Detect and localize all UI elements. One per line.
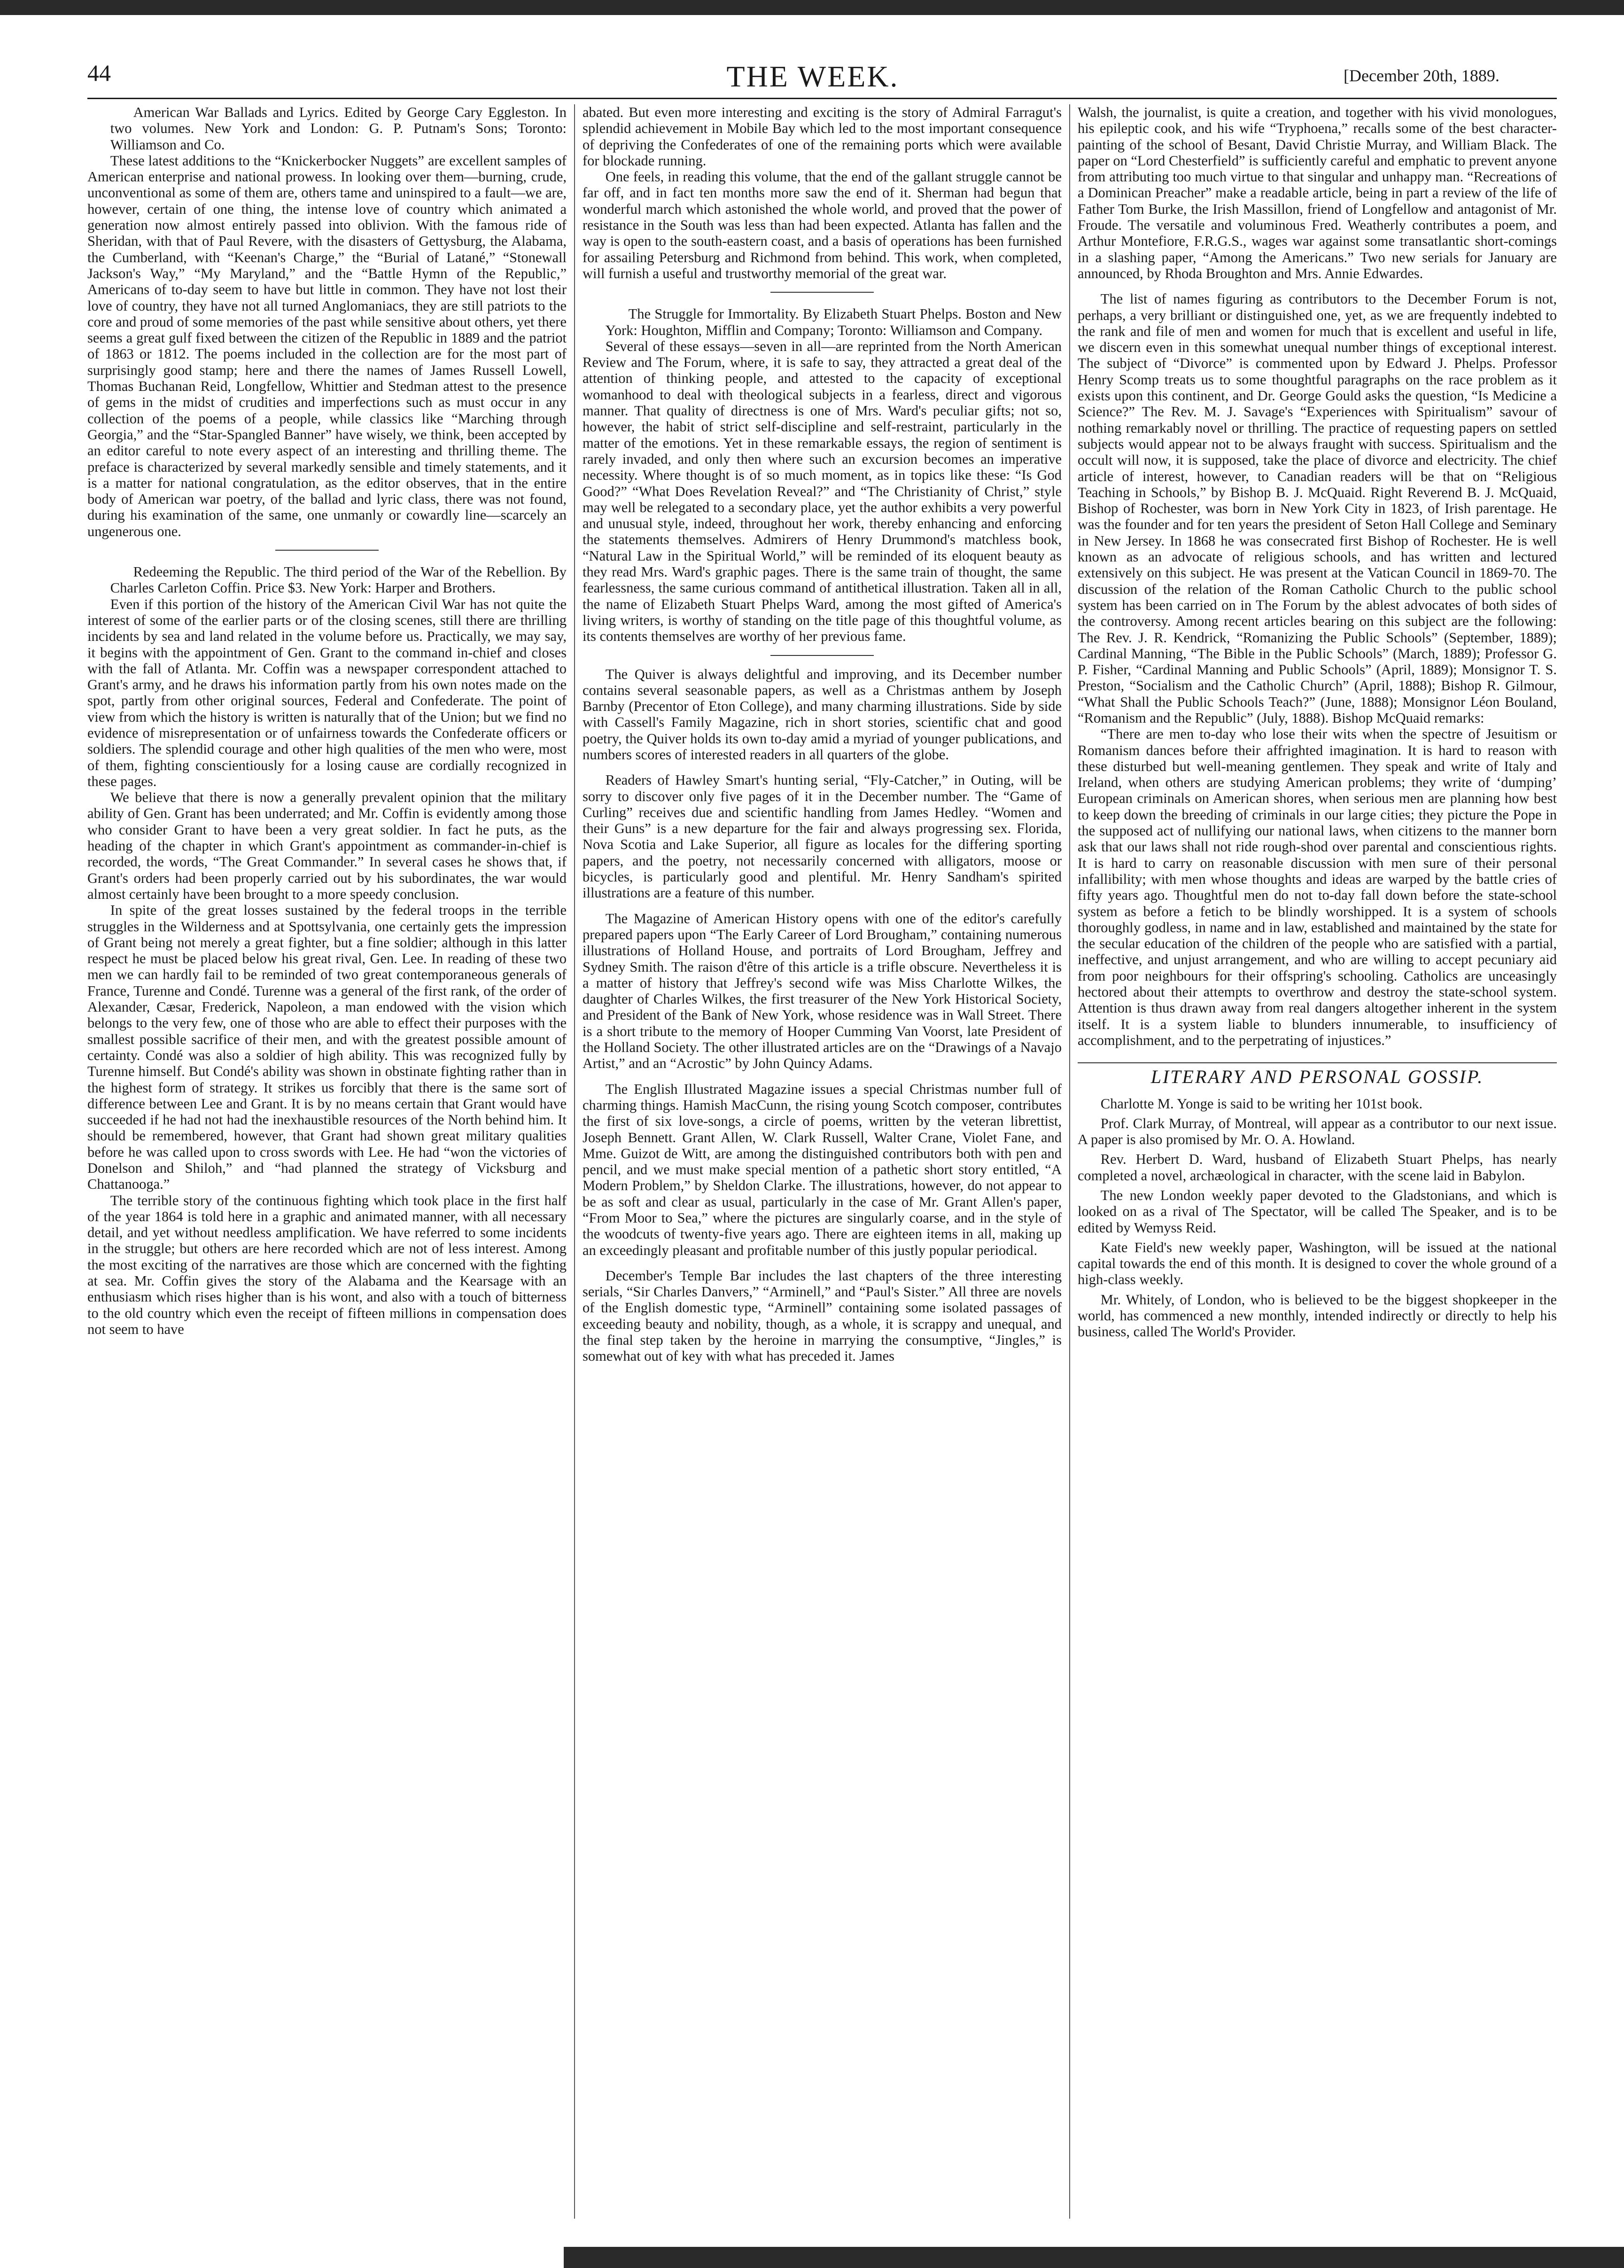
column-divider-2 [1069,104,1070,2219]
column-3 [1078,104,1557,2228]
quotation-mcquaid: “There are men to-day who lose their wits when the spectre of Jesuitism or Romanism dances before their affrighted imagination. It is hard to reason with these disturbed but well-meaning gentlemen. They speak and write of Italy and Ireland, when others are studying American problems; they write of ‘dumping’ European criminals on American shores, when serious men are planning how best to keep down the breeding of criminals in our large cities; they picture the Pope in the supposed act of nullifying our national laws, when citizens to the manner born ask that our laws shall not ride rough-shod over parental and conscientious rights. It is hard to carry on reasonable discussion with men sure of their personal infallibility; with men whose thoughts and ideas are warped by the battle cries of fifty years ago. Thoughtful men do not to-day fall down before the state-school system as before a fetich to be blindly worshipped. It is a system of schools thoroughly godless, in name and in law, established and maintained by the state for the secular education of the children of the people who are satisfied with a partial, ineffective, and unjust arrangement, and who are willing to accept pecuniary aid from poor neighbours for their offspring's schooling. Catholics are unceasingly hectored about their attempts to overthrow and destroy the state-school system. Attention is thus drawn away from real dangers altogether inherent in the system itself. It is a system liable to blunders innumerable, to insufficiency of accomplishment, and to the perpetrating of injustices.” [1078,726,1557,1048]
review-heading: American War Ballads and Lyrics. Edited by George Cary Eggleston. In two volumes. New York and London: G. P. Putnam's Sons; Toronto: Williamson and Co. [110,104,567,153]
gossip-item: Mr. Whitely, of London, who is believed to be the biggest shopkeeper in the world, has commenced a new monthly, intended indirectly or directly to help his business, called The World's Provider. [1078,1291,1557,1340]
continued-paragraph: abated. But even more interesting and exciting is the story of Admiral Farragut's splendid achievement in Mobile Bay which led to the most important consequence of depriving the Confederates of one of the remaining ports which were available for blockade running. [583,104,1062,169]
gossip-item: Rev. Herbert D. Ward, husband of Elizabeth Stuart Phelps, has nearly completed a novel, archæological in character, with the scene laid in Babylon. [1078,1151,1557,1184]
bottom-border [564,2247,1624,2268]
gossip-item: Charlotte M. Yonge is said to be writing her 101st book. [1100,1095,1423,1112]
column-1 [87,104,567,2228]
magazine-note-english-illustrated: The English Illustrated Magazine issues a special Christmas number full of charming things. Hamish MacCunn, the rising young Scotch composer, contributes the first of six love-songs, a circle of poems, written by the veteran librettist, Joseph Bennett. Grant Allen, W. Clark Russell, Walter Crane, Violet Fane, and Mme. Guizot de Witt, are among the distinguished contributors both with pen and pencil, and we must make special mention of a pathetic short story entitled, “A Modern Problem,” by Sheldon Clarke. The illustrations, however, do not appear to be as soft and clear as usual, particularly in the case of Mr. Grant Allen's paper, “From Moor to Sea,” where the pictures are singularly coarse, and in the style of the woodcuts of twenty-five years ago. There are eighteen items in all, making up an exceedingly pleasant and profitable number of this justly popular periodical. [583,1081,1062,1258]
continued-paragraph: Walsh, the journalist, is quite a creation, and together with his vivid monologues, his epileptic cook, and his wife “Tryphoena,” recalls some of the best character-painting of the school of Besant, David Christie Murray, and William Black. The paper on “Lord Chesterfield” is sufficiently careful and emphatic to prevent anyone from attributing too much virtue to that singular and unhappy man. “Recreations of a Dominican Preacher” make a readable article, being in part a review of the life of Father Tom Burke, the Irish Massillon, friend of Longfellow and antagonist of Mr. Froude. The versatile and voluminous Fred. Weatherly contributes a poem, and Arthur Montefiore, F.R.G.S., wages war against some transatlantic short-comings in a slashing paper, “Among the Americans.” Two new serials for January are announced, by Rhoda Broughton and Mrs. Annie Edwardes. [1078,104,1557,281]
section-title-gossip: LITERARY AND PERSONAL GOSSIP. [1078,1062,1557,1085]
review-paragraph: These latest additions to the “Knickerbocker Nuggets” are excellent samples of American enterprise and national prowess. In looking over them—burning, crude, unconventional as some of them are, others tame and uninspired to a fault—we are, however, certain of one thing, the intense love of country which animated a generation now almost entirely passed into oblivion. With the famous ride of Sheridan, with that of Paul Revere, with the disasters of Gettysburg, the Alabama, the Cumberland, with “Keenan's Charge,” the “Burial of Latané,” “Stonewall Jackson's Way,” “My Maryland,” and the “Battle Hymn of the Republic,” Americans of to-day seem to have but little in common. They have not lost their love of country, they have not all turned Anglomaniacs, they are still patriots to the core and proud of some memories of the past while sensitive about others, yet there seems a great gulf fixed between the citizen of the Republic in 1889 and the patriot of 1863 or 1812. The poems included in the collection are for the most part of surprisingly good stamp; here and there the names of James Russell Lowell, Thomas Buchanan Reid, Longfellow, Whittier and Stedman attest to the presence of gems in the midst of crudities and imperfections such as must occur in any collection of the poems of a people, while classics like “Marching through Georgia,” and the “Star-Spangled Banner” have wisely, we think, been accepted by an editor careful to note every aspect of an interesting and thrilling theme. The preface is characterized by several markedly sensible and timely statements, and it is a matter for national congratulation, as the editor observes, that in the entire body of American war poetry, of the ballad and lyric class, there was not found, during his examination of the same, one unmanly or cowardly line—scarcely an ungenerous one. [87,152,567,539]
review-struggle-immortality [583,306,1062,644]
section-divider [275,550,379,551]
magazine-note-outing: Readers of Hawley Smart's hunting serial, “Fly-Catcher,” in Outing, will be sorry to discover only five pages of it in the December number. The “Game of Curling” receives due and scientific handling from James Hedley. “Women and their Guns” is a new departure for the fair and always progressing sex. Florida, Nova Scotia and Lake Superior, all figure as locales for the differing sporting papers, and the poetry, not necessarily concerned with alligators, moose or bicycles, is particularly good and plentiful. Mr. Henry Sandham's spirited illustrations are a feature of this number. [583,772,1062,901]
column-divider-1 [574,104,575,2219]
magazine-note-quiver: The Quiver is always delightful and improving, and its December number contains several seasonable papers, as well as a Christmas anthem by Joseph Barnby (Precentor of Eton College), and many charming illustrations. Side by side with Cassell's Family Magazine, rich in short stories, scientific chat and good poetry, the Quiver holds its own to-day amid a myriad of younger publications, and numbers scores of interested readers in all quarters of the globe. [583,666,1062,763]
review-heading: Redeeming the Republic. The third period of the War of the Rebellion. By Charles Carleton Coffin. Price $3. New York: Harper and Brothers. [110,564,567,596]
section-divider [770,655,874,656]
review-paragraph: One feels, in reading this volume, that the end of the gallant struggle cannot be far off, and in fact ten months more saw the end of it. Sherman had begun that wonderful march which astonished the whole world, and proved that the power of resistance in the South was less than had been expected. Atlanta has fallen and the way is open to the south-eastern coast, and a basis of operations has been furnished for assailing Petersburg and Richmond from behind. This work, when completed, will furnish a useful and trustworthy memorial of the great war. [583,169,1062,281]
gossip-item: Kate Field's new weekly paper, Washington, will be issued at the national capital towards the end of this month. It is designed to cover the whole ground of a high-class weekly. [1078,1239,1557,1288]
magazine-note-american-history: The Magazine of American History opens with one of the editor's carefully prepared papers upon “The Early Career of Lord Brougham,” containing numerous illustrations of Holland House, and portraits of Lord Brougham, Jeffrey and Sydney Smith. The raison d'être of this article is a trifle obscure. Nevertheless it is a matter of history that Jeffrey's second wife was Miss Charlotte Wilkes, the daughter of Charles Wilkes, the first treasurer of the New York Historical Society, and President of the Bank of New York, whose residence was in Wall Street. There is a short tribute to the memory of Hooper Cumming Van Voorst, late President of the Holland Society. The other illustrated articles are on the “Drawings of a Navajo Artist,” and an “Acrostic” by John Quincy Adams. [583,910,1062,1072]
magazine-note-forum: The list of names figuring as contributors to the December Forum is not, perhaps, a very brilliant or distinguished one, yet, as we are frequently indebted to the rank and file of men and women for much that is excellent and useful in life, we discern even in this somewhat unequal number things of exceptional interest. The subject of “Divorce” is commented upon by Edward J. Phelps. Professor Henry Scomp treats us to some thoughtful paragraphs on the race problem as it exists upon this continent, and Dr. George Gould asks the question, “Is Medicine a Science?” The Rev. M. J. Savage's “Experiences with Spiritualism” savour of nothing remarkably novel or thrilling. The practice of requesting papers on settled subjects would appear not to be always fraught with success. Spiritualism and the occult will now, it is supposed, take the place of divorce and electricity. The chief article of interest, however, to Canadian readers will be that on “Religious Teaching in Schools,” by Bishop B. J. McQuaid. Right Reverend B. J. McQuaid, Bishop of Rochester, was born in New York City in 1823, of Irish parentage. He was the founder and for ten years the president of Seton Hall College and Seminary in New Jersey. In 1868 he was consecrated first Bishop of Rochester. He is well known as an advocate of religious schools, and has written and lectured extensively on this subject. He was present at the Vatican Council in 1869-70. The discussion of the relation of the Roman Catholic Church to the public school system has been carried on in The Forum by the ablest advocates of both sides of the controversy. Among recent articles bearing on this subject are the following: The Rev. J. R. Kendrick, “Romanizing the Public Schools” (September, 1889); Cardinal Manning, “The Bible in the Public Schools” (March, 1889); Professor G. P. Fisher, “Cardinal Manning and Public Schools” (April, 1889); Monsignor T. S. Preston, “Socialism and the Catholic Church” (April, 1888); Bishop R. Gilmour, “What Shall the Public Schools Teach?” (June, 1888); Monsignor Léon Bouland, “Romanism and the Republic” (July, 1888). Bishop McQuaid remarks: [1078,291,1557,726]
review-paragraph: The terrible story of the continuous fighting which took place in the first half of the year 1864 is told here in a graphic and animated manner, with all necessary detail, and yet without needless amplification. We have referred to some incidents in the struggle; but others are here recorded which are not of less interest. Among the most exciting of the narratives are those which are concerned with the fighting at sea. Mr. Coffin gives the story of the Alabama and the Kearsage with an enthusiasm which rises higher than is his wont, and also with a touch of bitterness to the old country which even the receipt of fifteen millions in compensation does not seem to have [87,1192,567,1337]
review-paragraph: Several of these essays—seven in all—are reprinted from the North American Review and The Forum, where, it is safe to say, they attracted a great deal of the attention of thinking people, and attested to the capacity of exceptional womanhood to deal with theological subjects in a fearless, direct and vigorous manner. That quality of directness is one of Mrs. Ward's peculiar gifts; not so, however, the habit of strict self-discipline and self-restraint, particularly in the matter of the emotions. Yet in these remarkable essays, the region of sentiment is rarely invaded, and only then where such an excursion becomes an imperative necessity. Where thought is of so much moment, as in topics like these: “Is God Good?” “What Does Revelation Reveal?” and “The Christianity of Christ,” style may well be relegated to a secondary place, yet the author exhibits a very powerful and unusual style, indeed, throughout her work, thereby enhancing and enforcing the statements themselves. Admirers of Henry Drummond's matchless book, “Natural Law in the Spiritual World,” will be reminded of its eloquent beauty as they read Mrs. Ward's graphic pages. There is the same train of thought, the same fearlessness, the same curious command of antithetical illustration. Taken all in all, the name of Elizabeth Stuart Phelps Ward, among the most gifted of America's living writers, is worthy of standing on the title page of this thoughtful volume, as its contents themselves are worthy of her previous fame. [583,338,1062,645]
masthead: THE WEEK. [726,60,899,93]
column-2 [583,104,1062,2228]
review-paragraph: Even if this portion of the history of the American Civil War has not quite the interest of some of the earlier parts or of the closing scenes, still there are thrilling incidents by sea and land related in the volume before us. Practically, we may say, it begins with the appointment of Gen. Grant to the command in-chief and closes with the fall of Atlanta. Mr. Coffin was a newspaper correspondent attached to Grant's army, and he draws his information partly from his own notes made on the spot, partly from other original sources, Federal and Confederate. The point of view from which the history is written is naturally that of the Union; but we find no evidence of misrepresentation or of unfairness towards the Confederate officers or soldiers. The splendid courage and other high qualities of the men who were, most of them, fighting conscientiously for a losing cause are cordially recognized in these pages. [87,596,567,789]
review-paragraph: We believe that there is now a generally prevalent opinion that the military ability of Gen. Grant has been underrated; and Mr. Coffin is evidently among those who consider Grant to have been a very great soldier. In fact he puts, as the heading of the chapter in which Grant's appointment as commander-in-chief is recorded, the words, “The Great Commander.” In several cases he shows that, if Grant's orders had been properly carried out by his subordinates, the war would almost certainly have been brought to a more speedy conclusion. [87,789,567,902]
review-war-ballads [87,104,567,539]
gossip-item: The new London weekly paper devoted to the Gladstonians, and which is looked on as a rival of The Spectator, will be called The Speaker, and is to be edited by Wemyss Reid. [1078,1187,1557,1236]
gossip-item: Prof. Clark Murray, of Montreal, will appear as a contributor to our next issue. A paper is also promised by Mr. O. A. Howland. [1078,1115,1557,1148]
gossip-list [1078,1096,1557,1340]
top-border [0,0,1624,15]
review-redeeming-republic [87,564,567,1337]
header-rule [87,98,1557,99]
magazine-note-temple-bar: December's Temple Bar includes the last chapters of the three interesting serials, “Sir Charles Danvers,” “Arminell,” and “Paul's Sister.” All three are novels of the English domestic type, “Arminell” containing some isolated passages of exceeding beauty and nobility, though, as a whole, it is scrappy and unequal, and the final step taken by the heroine in marrying the consumptive, “Jingles,” is somewhat out of key with what has preceded it. James [583,1267,1062,1364]
page-number: 44 [87,60,111,86]
section-divider [770,292,874,293]
review-heading: The Struggle for Immortality. By Elizabeth Stuart Phelps. Boston and New York: Houghton, Mifflin and Company; Toronto: Williamson and Company. [605,306,1062,338]
review-paragraph: In spite of the great losses sustained by the federal troops in the terrible struggles in the Wilderness and at Spottsylvania, one certainly gets the impression of Grant being not merely a great fighter, but a fine soldier; although in this latter respect he must be placed below his great rival, Gen. Lee. In reading of these two men we can hardly fail to be reminded of two great contemporaneous generals of France, Turenne and Condé. Turenne was a general of the first rank, of the order of Alexander, Cæsar, Frederick, Napoleon, a man endowed with the vision which belongs to the very few, one of those who are able to effect their purposes with the smallest possible sacrifice of their men, and with the greatest possible amount of certainty. Condé was also a soldier of high ability. This was recognized fully by Turenne himself. But Condé's ability was shown in obstinate fighting rather than in the highest form of strategy. It strikes us forcibly that there is the same sort of difference between Lee and Grant. It is by no means certain that Grant would have succeeded if he had not had the inexhaustible resources of the North behind him. It should be remembered, however, that Grant had shown great military qualities before he was called upon to cross swords with Lee. He had “won the victories of Donelson and Shiloh,” and “had planned the strategy of Vicksburg and Chattanooga.” [87,902,567,1192]
issue-date: [December 20th, 1889. [1344,66,1500,85]
